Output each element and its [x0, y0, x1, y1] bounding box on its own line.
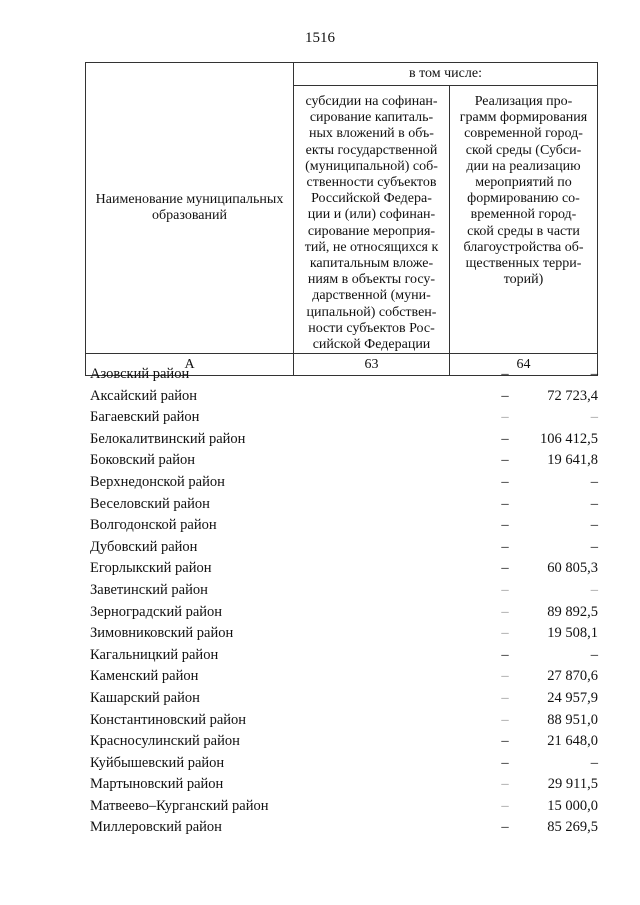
col64_desc-line: формированию со-	[467, 191, 580, 207]
value-col63: –	[501, 754, 509, 771]
value-col63: –	[501, 517, 509, 534]
col64_desc-line: грамм формирования	[459, 110, 588, 126]
value-col63: –	[501, 603, 509, 620]
col63_desc-line: дарственной (муни-	[312, 288, 431, 304]
value-col64: 15 000,0	[547, 797, 598, 814]
table-row	[90, 623, 600, 645]
value-col63: –	[501, 625, 509, 642]
value-col63: –	[501, 366, 509, 382]
col63_desc-line: сийской Федерации	[312, 337, 431, 353]
header-group-label: в том числе:	[294, 63, 598, 86]
header-index-64: 64	[450, 354, 598, 376]
value-col64: 85 269,5	[547, 819, 598, 836]
value-col63: –	[501, 668, 509, 685]
table-row	[90, 494, 600, 516]
col64_desc-line: временной город-	[470, 207, 577, 223]
value-col64: 29 911,5	[547, 776, 598, 793]
value-col64: 19 508,1	[547, 625, 598, 642]
col63_desc-line: субсидии на софинан-	[305, 94, 438, 109]
table-row	[90, 386, 600, 408]
value-col64: –	[590, 366, 598, 382]
col64_desc-line: дии на реализацию	[466, 158, 581, 174]
district-name: Верхнедонской район	[90, 473, 225, 490]
district-name: Аксайский район	[90, 387, 198, 404]
col63_desc-line: сирование капиталь-	[309, 110, 434, 126]
col63_desc-line: Российской Федера-	[311, 191, 432, 207]
col63_desc-line: ции и (или) софинан-	[307, 207, 436, 223]
district-name: Каменский район	[90, 668, 199, 685]
value-col64: 21 648,0	[547, 733, 598, 750]
district-name: Кагальницкий район	[90, 646, 219, 663]
table-row	[90, 710, 600, 732]
value-col63: –	[501, 409, 509, 426]
col64_desc-line: торий)	[503, 272, 544, 288]
value-col63: –	[501, 711, 509, 728]
value-col64: –	[590, 517, 598, 534]
header-index-a: А	[86, 354, 294, 376]
col63_desc-line: ности субъектов Рос-	[308, 320, 435, 336]
value-col64: 106 412,5	[540, 430, 598, 447]
value-col63: –	[501, 819, 509, 836]
value-col64: 89 892,5	[547, 603, 598, 620]
header-col63-description	[294, 86, 450, 354]
value-col64: –	[590, 538, 598, 555]
value-col64: –	[590, 409, 598, 426]
value-col64: 19 641,8	[547, 452, 598, 469]
header-col64-description	[450, 86, 598, 354]
value-col64: –	[590, 581, 598, 598]
value-col64: 27 870,6	[547, 668, 598, 685]
value-col64: 88 951,0	[547, 711, 598, 728]
value-col63: –	[501, 646, 509, 663]
value-col64: 72 723,4	[547, 387, 598, 404]
col64_desc-line: ской среды (Субси-	[465, 142, 582, 158]
header-index-63: 63	[294, 354, 450, 376]
value-col63: –	[501, 473, 509, 490]
value-col63: –	[501, 581, 509, 598]
district-name: Зерноградский район	[90, 603, 223, 620]
value-col63: –	[501, 387, 509, 404]
col63_desc-line: екты государственной	[305, 142, 438, 158]
table-row	[90, 602, 600, 624]
district-name: Мартыновский район	[90, 776, 224, 793]
district-name: Веселовский район	[90, 495, 210, 512]
district-name: Куйбышевский район	[90, 754, 225, 771]
value-col63: –	[501, 538, 509, 555]
value-col64: –	[590, 473, 598, 490]
value-col63: –	[501, 495, 509, 512]
district-name: Матвеево–Курганский район	[90, 797, 269, 814]
district-name: Багаевский район	[90, 409, 200, 426]
table-row	[90, 450, 600, 472]
value-col63: –	[501, 733, 509, 750]
district-name: Заветинский район	[90, 581, 208, 598]
table-row	[90, 645, 600, 667]
value-col64: 24 957,9	[547, 689, 598, 706]
value-col63: –	[501, 452, 509, 469]
table-row	[90, 364, 600, 386]
col63_desc-line: ных вложений в объ-	[309, 126, 434, 142]
table-row	[90, 580, 600, 602]
col64_desc-line: Реализация про-	[474, 94, 573, 109]
table-row	[90, 796, 600, 818]
header-name-column: Наименование муниципальных образований	[86, 63, 294, 354]
district-name: Красносулинский район	[90, 733, 240, 750]
district-name: Зимовниковский район	[90, 625, 234, 642]
value-col63: –	[501, 430, 509, 447]
table-body	[90, 364, 600, 839]
col63_desc-line: капитальным вложе-	[309, 256, 434, 272]
col63_desc-line: ниям в объекты госу-	[307, 272, 436, 288]
table-row	[90, 817, 600, 839]
col64_desc-line: мероприятий по	[475, 175, 572, 191]
col64_desc-line: благоустройства об-	[463, 239, 584, 255]
value-col64: –	[590, 754, 598, 771]
col64_desc-line: ской среды в части	[467, 223, 580, 239]
table-row	[90, 666, 600, 688]
value-col63: –	[501, 560, 509, 577]
col64_desc-line: современной город-	[464, 126, 583, 142]
district-name: Боковский район	[90, 452, 195, 469]
table-header	[85, 62, 598, 376]
table-row	[90, 472, 600, 494]
district-name: Константиновский район	[90, 711, 247, 728]
col63_desc-line: ственности субъектов	[306, 175, 437, 191]
table-row	[90, 515, 600, 537]
table-row	[90, 753, 600, 775]
table-row	[90, 537, 600, 559]
table-row	[90, 731, 600, 753]
district-name: Миллеровский район	[90, 819, 222, 836]
col63_desc-line: тий, не относящихся к	[304, 239, 439, 255]
value-col63: –	[501, 776, 509, 793]
col63_desc-line: (муниципальной) соб-	[305, 158, 438, 174]
value-col63: –	[501, 797, 509, 814]
col64_desc-line: щественных терри-	[465, 256, 582, 272]
value-col64: –	[590, 495, 598, 512]
table-row	[90, 688, 600, 710]
page-number: 1516	[305, 30, 335, 46]
table-row	[90, 774, 600, 796]
district-name: Белокалитвинский район	[90, 430, 246, 447]
table-row	[90, 558, 600, 580]
col63_desc-line: сирование мероприя-	[307, 223, 436, 239]
value-col64: –	[590, 646, 598, 663]
table-row	[90, 407, 600, 429]
table-row	[90, 429, 600, 451]
col63_desc-line: ципальной) собствен-	[306, 304, 437, 320]
district-name: Кашарский район	[90, 689, 200, 706]
value-col64: 60 805,3	[547, 560, 598, 577]
district-name: Волгодонской район	[90, 517, 217, 534]
district-name: Дубовский район	[90, 538, 198, 555]
district-name: Азовский район	[90, 366, 190, 382]
value-col63: –	[501, 689, 509, 706]
district-name: Егорлыкский район	[90, 560, 212, 577]
